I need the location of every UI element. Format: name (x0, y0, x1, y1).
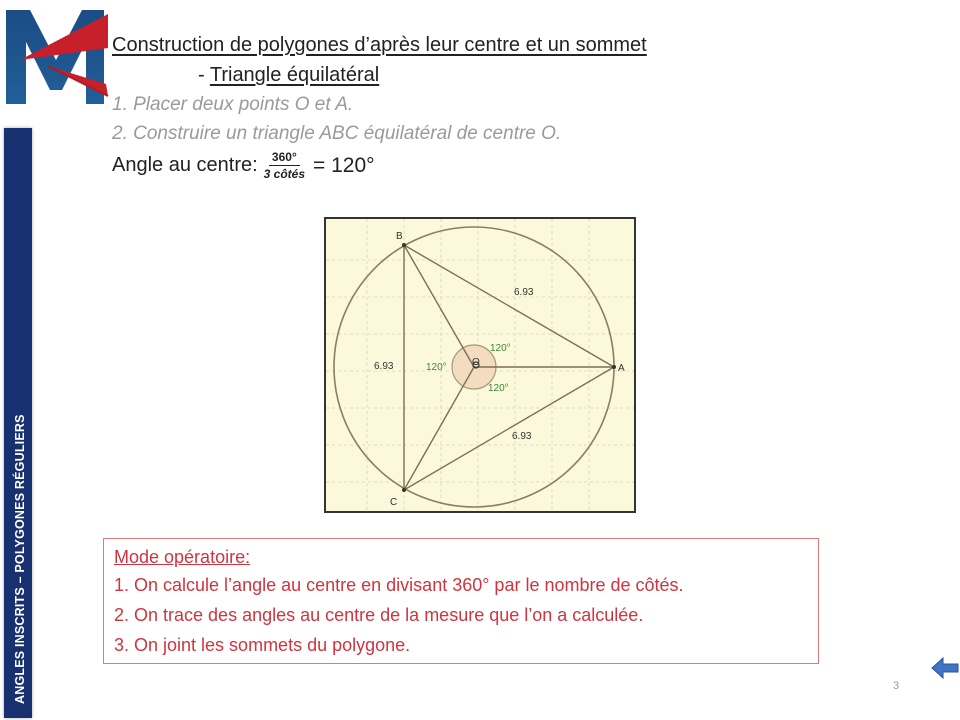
math-logo-icon (0, 0, 112, 112)
page-subtitle (198, 64, 379, 87)
angle-label: Angle au centre: (112, 154, 258, 176)
angle-aob-label: 120° (490, 343, 511, 354)
mode-step-2: 2. On trace des angles au centre de la mesure que l’on a calculée. (114, 605, 644, 625)
page-number: 3 (893, 680, 900, 692)
mode-title-colon: : (245, 547, 251, 567)
back-arrow-icon[interactable] (930, 655, 960, 681)
page-title: Construction de polygones d’après leur centre et un sommet (112, 34, 647, 56)
side-bc-length: 6.93 (374, 361, 394, 372)
instruction-step-2: 2. Construire un triangle ABC équilatéral de centre O. (112, 123, 562, 144)
side-ab-length: 6.93 (514, 287, 534, 298)
angle-boc-label: 120° (426, 362, 447, 373)
angle-coa-label: 120° (488, 383, 509, 394)
chapter-label: ANGLES INSCRITS – POLYGONES RÉGULIERS (13, 414, 27, 704)
subtitle-dash: - (198, 64, 210, 86)
fraction-numerator: 360° (269, 150, 300, 166)
point-b-label: B (396, 231, 403, 242)
point-a-label: A (618, 363, 625, 374)
instruction-step-1: 1. Placer deux points O et A. (112, 94, 354, 115)
angle-fraction (264, 150, 305, 181)
point-o-label: O (472, 357, 480, 368)
mode-step-3: 3. On joint les sommets du polygone. (114, 635, 411, 655)
triangle-construction-figure (324, 217, 636, 513)
fraction-denominator: 3 côtés (263, 167, 306, 181)
mode-operatoire-box (103, 538, 819, 664)
angle-result: = 120° (313, 153, 375, 177)
subtitle-text: Triangle équilatéral (209, 64, 380, 86)
mode-operatoire-title (114, 547, 250, 568)
mode-step-1: 1. On calcule l’angle au centre en divisant 360° par le nombre de côtés. (114, 575, 684, 595)
angle-formula (112, 150, 375, 181)
mode-title-text: Mode opératoire (114, 547, 246, 567)
point-c-label: C (390, 497, 398, 508)
chapter-sidebar (4, 128, 32, 718)
side-ca-length: 6.93 (512, 431, 532, 442)
